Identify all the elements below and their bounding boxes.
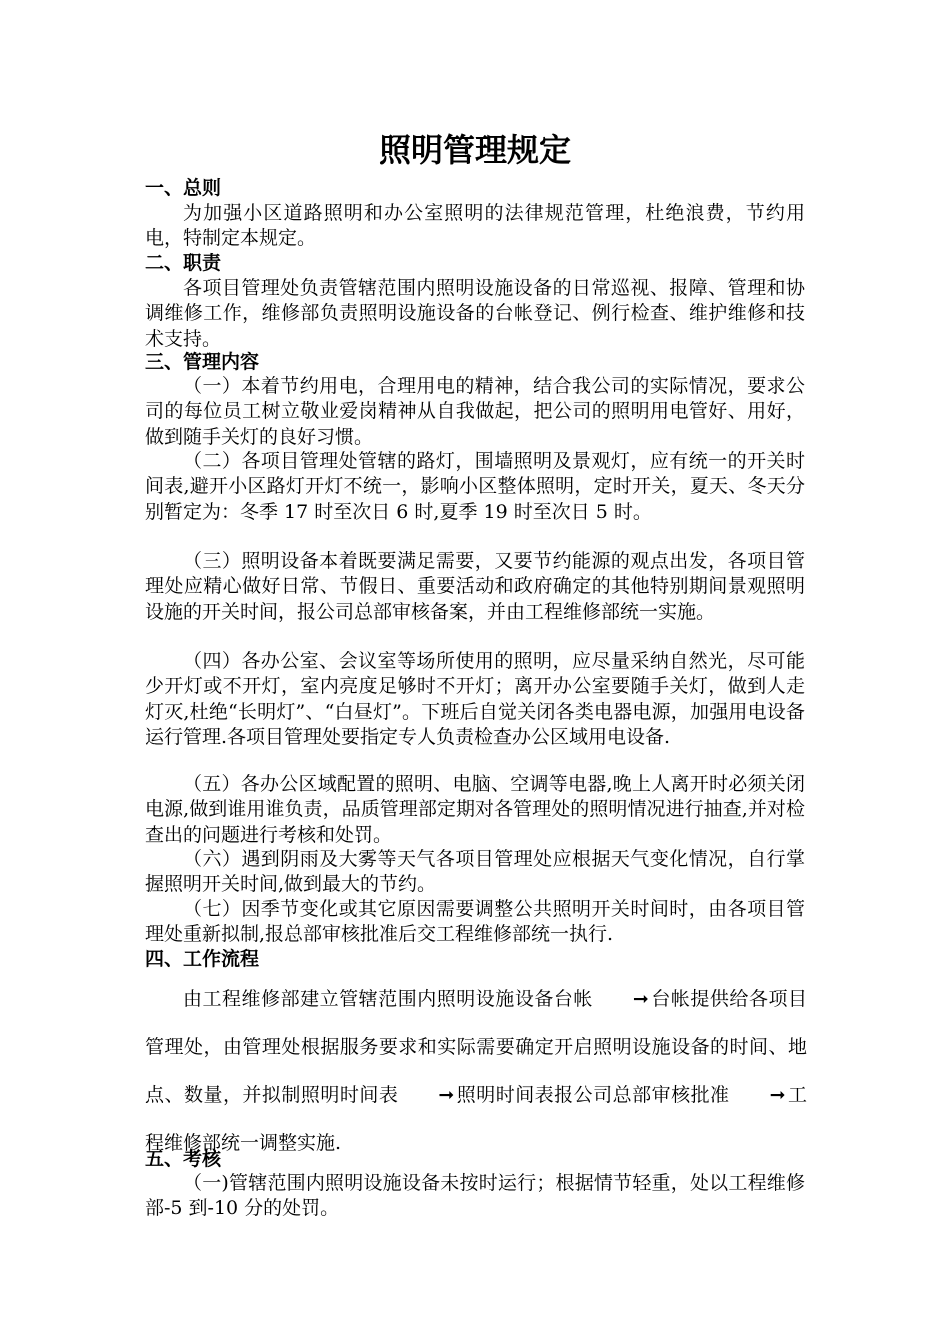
workflow-step-3: 照明时间表报公司总部审核批准 xyxy=(456,1084,730,1106)
page-title: 照明管理规定 xyxy=(378,131,571,169)
section-heading-management: 三、管理内容 xyxy=(145,351,260,373)
workflow-step-2: 台帐提供给各项目管理处，由管理处根据服务要求和实际需要确定开启照明设施设备的时间、地点、数量，并拟制照明时间表 xyxy=(145,988,807,1106)
paragraph-management-6: （六）遇到阴雨及大雾等天气各项目管理处应根据天气变化情况，自行掌握照明开关时间,做到最大的节约。 xyxy=(145,848,805,896)
arrow-right-icon: ➞ xyxy=(438,1084,455,1106)
paragraph-duties: 各项目管理处负责管辖范围内照明设施设备的日常巡视、报障、管理和协调维修工作，维修部负责照明设施设备的台帐登记、例行检查、维护维修和技术支持。 xyxy=(145,277,805,350)
paragraph-management-7: （七）因季节变化或其它原因需要调整公共照明开关时间时，由各项目管理处重新拟制,报总部审核批准后交工程维修部统一执行. xyxy=(145,898,805,946)
arrow-right-icon: ➞ xyxy=(632,988,649,1010)
paragraph-workflow xyxy=(145,975,807,1167)
paragraph-management-2: （二）各项目管理处管辖的路灯，围墙照明及景观灯，应有统一的开关时间表,避开小区路灯开灯不统一，影响小区整体照明，定时开关，夏天、冬天分别暂定为：冬季 17 时至次日 6 时,夏季 19 时至次日 5 时。 xyxy=(145,450,805,523)
paragraph-management-3: （三）照明设备本着既要满足需要，又要节约能源的观点出发，各项目管理处应精心做好日常、节假日、重要活动和政府确定的其他特别期间景观照明设施的开关时间，报公司总部审核备案，并由工程维修部统一实施。 xyxy=(145,550,805,623)
section-heading-general: 一、总则 xyxy=(145,177,222,199)
section-heading-duties: 二、职责 xyxy=(145,252,222,274)
paragraph-assessment: （一)管辖范围内照明设施设备未按时运行；根据情节轻重，处以工程维修部-5 到-10 分的处罚。 xyxy=(145,1172,805,1220)
section-heading-assessment: 五、考核 xyxy=(145,1148,222,1170)
workflow-step-1: 由工程维修部建立管辖范围内照明设施设备台帐 xyxy=(183,988,593,1010)
paragraph-general: 为加强小区道路照明和办公室照明的法律规范管理，杜绝浪费，节约用电，特制定本规定。 xyxy=(145,202,805,250)
paragraph-management-1: （一）本着节约用电，合理用电的精神，结合我公司的实际情况，要求公司的每位员工树立敬业爱岗精神从自我做起，把公司的照明用电管好、用好，做到随手关灯的良好习惯。 xyxy=(145,375,805,448)
section-heading-workflow: 四、工作流程 xyxy=(145,948,260,970)
arrow-right-icon: ➞ xyxy=(769,1084,786,1106)
workflow-step-4: 工程维修部统一调整实施. xyxy=(145,1084,807,1154)
paragraph-management-4: （四）各办公室、会议室等场所使用的照明，应尽量采纳自然光，尽可能少开灯或不开灯，室内亮度足够时不开灯；离开办公室要随手关灯，做到人走灯灭,杜绝“长明灯”、“白昼灯”。下班后自觉关闭各类电器电源，加强用电设备运行管理.各项目管理处要指定专人负责检查办公区域用电设备. xyxy=(145,650,805,748)
paragraph-management-5: （五）各办公区域配置的照明、电脑、空调等电器,晚上人离开时必须关闭电源,做到谁用谁负责，品质管理部定期对各管理处的照明情况进行抽查,并对检查出的问题进行考核和处罚。 xyxy=(145,773,805,846)
